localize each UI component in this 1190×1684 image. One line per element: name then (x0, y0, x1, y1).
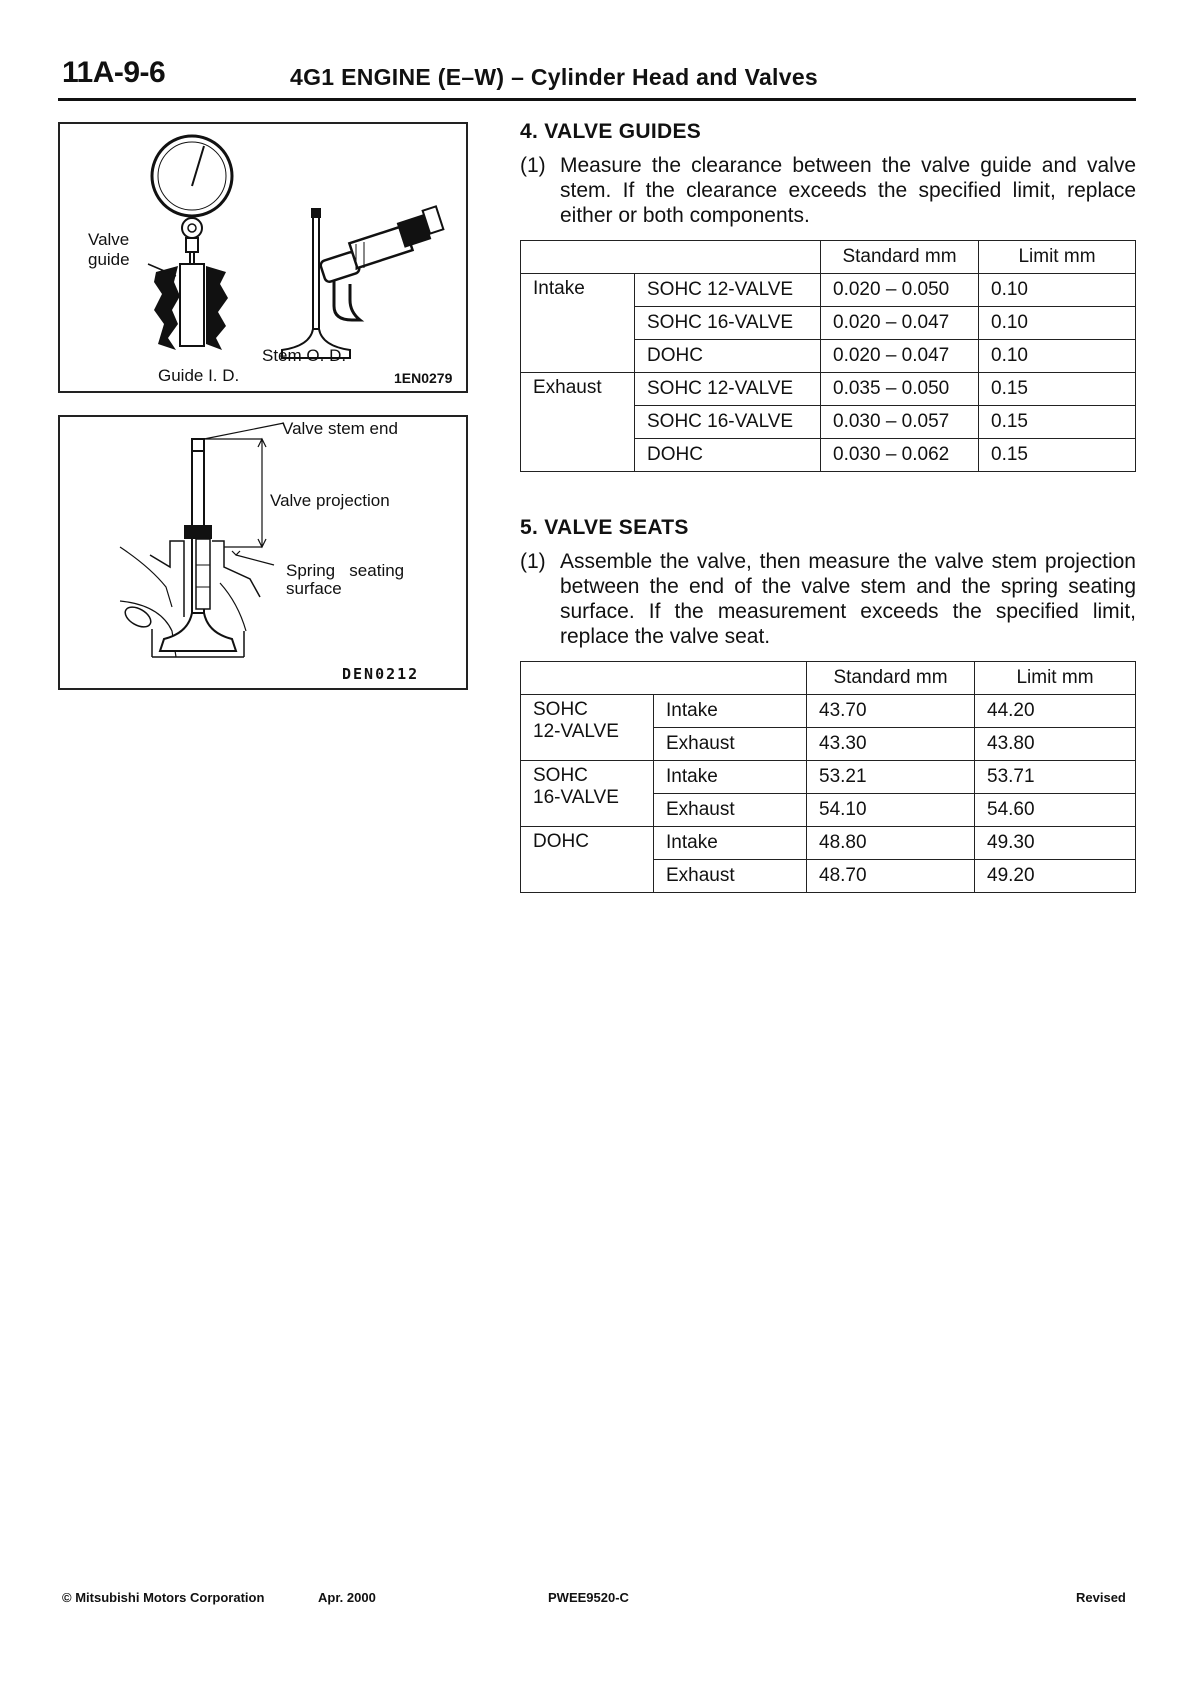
type-cell: DOHC (635, 439, 821, 472)
standard-cell: 48.70 (807, 860, 975, 893)
group-name-line1: DOHC (533, 831, 589, 852)
step-number: (1) (520, 550, 546, 573)
type-cell: Exhaust (654, 860, 807, 893)
standard-cell: 54.10 (807, 794, 975, 827)
valve-guides-table (520, 240, 1136, 472)
label-stem-od: Stem O. D. (262, 346, 347, 365)
table-row (521, 695, 1136, 728)
footer-doc-code: PWEE9520-C (548, 1590, 629, 1605)
standard-cell: 0.035 – 0.050 (821, 373, 979, 406)
page-number: 11A-9-6 (62, 56, 166, 89)
table-row (521, 761, 1136, 794)
figure-valve-projection (58, 415, 468, 690)
label-valve-guide-2: guide (88, 250, 130, 269)
group-name-line1: SOHC (533, 699, 588, 720)
table-header-row (521, 662, 1136, 695)
limit-cell: 0.15 (979, 373, 1136, 406)
standard-cell: 0.030 – 0.057 (821, 406, 979, 439)
group-name-line1: SOHC (533, 765, 588, 786)
group-cell (521, 827, 654, 893)
limit-cell: 0.10 (979, 307, 1136, 340)
step-text: Measure the clearance between the valve guide and valve stem. If the clearance exceeds the specified limit, replace either or both components. (560, 154, 1136, 227)
limit-cell: 53.71 (975, 761, 1136, 794)
footer-copyright: © Mitsubishi Motors Corporation (62, 1590, 265, 1605)
group-name-line2: 12-VALVE (533, 721, 619, 742)
table-header-standard: Standard mm (807, 662, 975, 695)
type-cell: SOHC 16-VALVE (635, 406, 821, 439)
standard-cell: 43.30 (807, 728, 975, 761)
valve-projection-illustration (60, 417, 466, 688)
label-valve-guide-1: Valve (88, 230, 130, 249)
group-cell: Exhaust (521, 373, 635, 472)
step-valve-seats (520, 549, 1136, 649)
step-valve-guides (520, 153, 1136, 229)
table-row (521, 274, 1136, 307)
table-row (521, 373, 1136, 406)
table-row (521, 827, 1136, 860)
label-spring-seating-1: Spring seating (286, 561, 405, 580)
limit-cell: 54.60 (975, 794, 1136, 827)
standard-cell: 48.80 (807, 827, 975, 860)
step-number: (1) (520, 154, 546, 177)
figure-code: DEN0212 (342, 665, 420, 683)
limit-cell: 0.10 (979, 340, 1136, 373)
group-cell: Intake (521, 274, 635, 373)
type-cell: Intake (654, 695, 807, 728)
table-header-limit: Limit mm (975, 662, 1136, 695)
group-name-line2: 16-VALVE (533, 787, 619, 808)
standard-cell: 0.020 – 0.050 (821, 274, 979, 307)
standard-cell: 0.030 – 0.062 (821, 439, 979, 472)
label-valve-stem-end: Valve stem end (282, 419, 398, 438)
type-cell: Exhaust (654, 728, 807, 761)
group-cell (521, 695, 654, 761)
type-cell: SOHC 16-VALVE (635, 307, 821, 340)
page-header (58, 52, 1136, 101)
table-header-standard: Standard mm (821, 241, 979, 274)
standard-cell: 0.020 – 0.047 (821, 307, 979, 340)
limit-cell: 43.80 (975, 728, 1136, 761)
type-cell: Intake (654, 761, 807, 794)
limit-cell: 0.10 (979, 274, 1136, 307)
label-spring-seating-2: surface (286, 579, 342, 598)
type-cell: SOHC 12-VALVE (635, 373, 821, 406)
label-valve-projection: Valve projection (270, 491, 390, 510)
type-cell: Exhaust (654, 794, 807, 827)
label-guide-id: Guide I. D. (158, 366, 240, 385)
standard-cell: 0.020 – 0.047 (821, 340, 979, 373)
limit-cell: 49.20 (975, 860, 1136, 893)
valve-seats-table (520, 661, 1136, 893)
page-title: 4G1 ENGINE (E–W) – Cylinder Head and Valves (290, 64, 819, 90)
limit-cell: 0.15 (979, 439, 1136, 472)
footer-status: Revised (1076, 1590, 1126, 1605)
group-cell (521, 761, 654, 827)
table-header-limit: Limit mm (979, 241, 1136, 274)
type-cell: Intake (654, 827, 807, 860)
figure-guide-clearance (58, 122, 468, 393)
limit-cell: 44.20 (975, 695, 1136, 728)
step-text: Assemble the valve, then measure the valve stem projection between the end of the valve stem and the spring seating surface. If the measurement exceeds the specified limit, replace the valve seat. (560, 550, 1136, 648)
section-title-valve-seats: 5. VALVE SEATS (520, 516, 689, 539)
limit-cell: 0.15 (979, 406, 1136, 439)
type-cell: SOHC 12-VALVE (635, 274, 821, 307)
type-cell: DOHC (635, 340, 821, 373)
table-header-blank (521, 662, 807, 695)
section-title-valve-guides: 4. VALVE GUIDES (520, 120, 702, 143)
footer-date: Apr. 2000 (318, 1590, 376, 1605)
standard-cell: 53.21 (807, 761, 975, 794)
table-header-blank (521, 241, 821, 274)
figure-code: 1EN0279 (394, 370, 453, 386)
limit-cell: 49.30 (975, 827, 1136, 860)
table-header-row (521, 241, 1136, 274)
standard-cell: 43.70 (807, 695, 975, 728)
